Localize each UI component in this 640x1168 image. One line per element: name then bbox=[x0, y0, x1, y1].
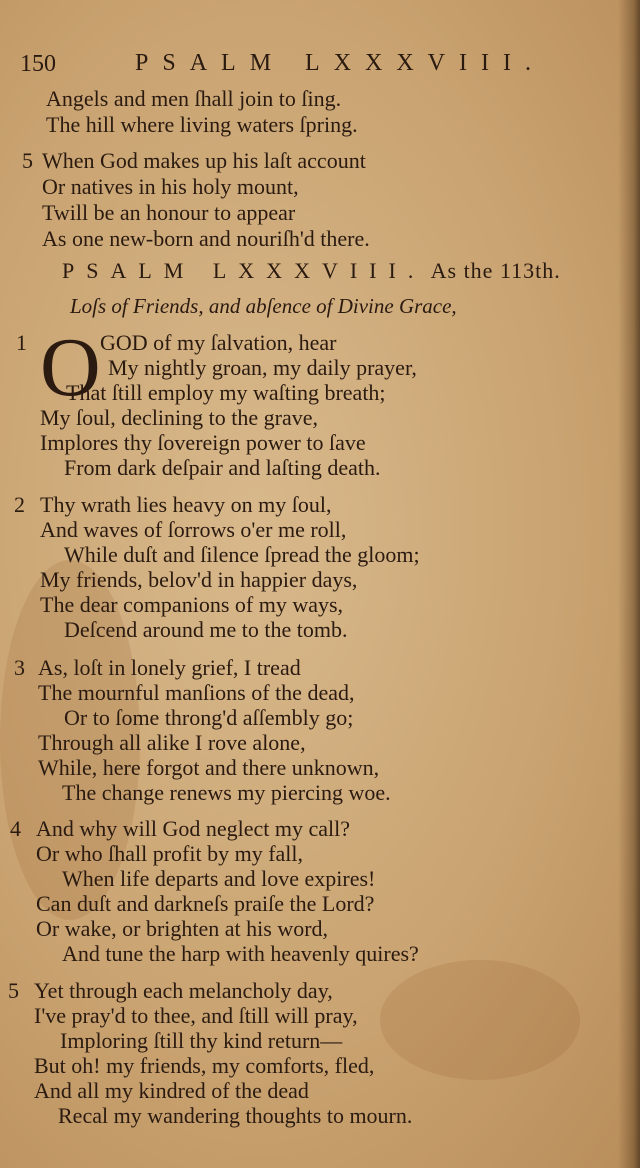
verse-line: The mournful manſions of the dead, bbox=[38, 680, 355, 705]
verse-line: As, loſt in lonely grief, I tread bbox=[38, 655, 301, 680]
paper-stain bbox=[380, 960, 580, 1080]
verse-line: My ſoul, declining to the grave, bbox=[40, 405, 318, 430]
verse-line: My friends, belov'd in happier days, bbox=[40, 567, 358, 592]
stanza-number: 4 bbox=[10, 816, 21, 841]
verse-line: Or to ſome throng'd aſſembly go; bbox=[64, 705, 354, 730]
running-title: PSALM LXXXVIII. bbox=[135, 50, 545, 76]
verse-line: As one new-born and nouriſh'd there. bbox=[42, 226, 370, 251]
stanza-number: 5 bbox=[8, 978, 19, 1003]
verse-line: Or natives in his holy mount, bbox=[42, 174, 299, 199]
verse-line: Yet through each melancholy day, bbox=[34, 978, 333, 1003]
verse-line: And why will God neglect my call? bbox=[36, 816, 351, 841]
stanza-number: 5 bbox=[22, 148, 33, 173]
stanza-number: 2 bbox=[14, 492, 25, 517]
verse-line: And waves of ſorrows o'er me roll, bbox=[40, 517, 347, 542]
verse-line: While duſt and ſilence ſpread the gloom; bbox=[64, 542, 420, 567]
verse-line: From dark deſpair and laſting death. bbox=[64, 455, 381, 480]
verse-line: And tune the harp with heavenly quires? bbox=[62, 941, 419, 966]
page-edge bbox=[618, 0, 640, 1168]
drop-cap: O bbox=[40, 321, 101, 414]
verse-line: Imploring ſtill thy kind return— bbox=[60, 1028, 343, 1053]
verse-line: When God makes up his laſt account bbox=[42, 148, 366, 173]
verse-line: GOD of my ſalvation, hear bbox=[100, 330, 337, 355]
verse-line: Twill be an honour to appear bbox=[42, 200, 296, 225]
verse-line: And all my kindred of the dead bbox=[34, 1078, 309, 1103]
verse-line: The hill where living waters ſpring. bbox=[46, 112, 358, 137]
verse-line: Thy wrath lies heavy on my ſoul, bbox=[40, 492, 332, 517]
verse-line: When life departs and love expires! bbox=[62, 866, 376, 891]
psalm-heading bbox=[62, 258, 561, 284]
verse-line: The dear companions of my ways, bbox=[40, 592, 344, 617]
verse-line: Through all alike I rove alone, bbox=[38, 730, 306, 755]
verse-line: That ſtill employ my waſting breath; bbox=[66, 380, 386, 405]
psalm-subtitle: Loſs of Friends, and abſence of Divine Grace, bbox=[70, 294, 457, 318]
psalm-title: PSALM LXXXVIII. bbox=[62, 258, 426, 283]
verse-line: Can duſt and darkneſs praiſe the Lord? bbox=[36, 891, 375, 916]
stanza-number: 3 bbox=[14, 655, 25, 680]
verse-line: Recal my wandering thoughts to mourn. bbox=[58, 1103, 413, 1128]
verse-line: The change renews my piercing woe. bbox=[62, 780, 391, 805]
stanza-number: 1 bbox=[16, 330, 27, 355]
verse-line: Or wake, or brighten at his word, bbox=[36, 916, 329, 941]
verse-line: I've pray'd to thee, and ſtill will pray, bbox=[34, 1003, 358, 1028]
page-number: 150 bbox=[20, 51, 56, 77]
verse-line: While, here forgot and there unknown, bbox=[38, 755, 380, 780]
verse-line: Angels and men ſhall join to ſing. bbox=[46, 86, 342, 111]
verse-line: Implores thy ſovereign power to ſave bbox=[40, 430, 366, 455]
verse-line: Deſcend around me to the tomb. bbox=[64, 617, 348, 642]
verse-line: But oh! my friends, my comforts, fled, bbox=[34, 1053, 375, 1078]
verse-line: My nightly groan, my daily prayer, bbox=[108, 355, 417, 380]
verse-line: Or who ſhall profit by my fall, bbox=[36, 841, 304, 866]
psalm-tune: As the 113th. bbox=[430, 258, 561, 283]
